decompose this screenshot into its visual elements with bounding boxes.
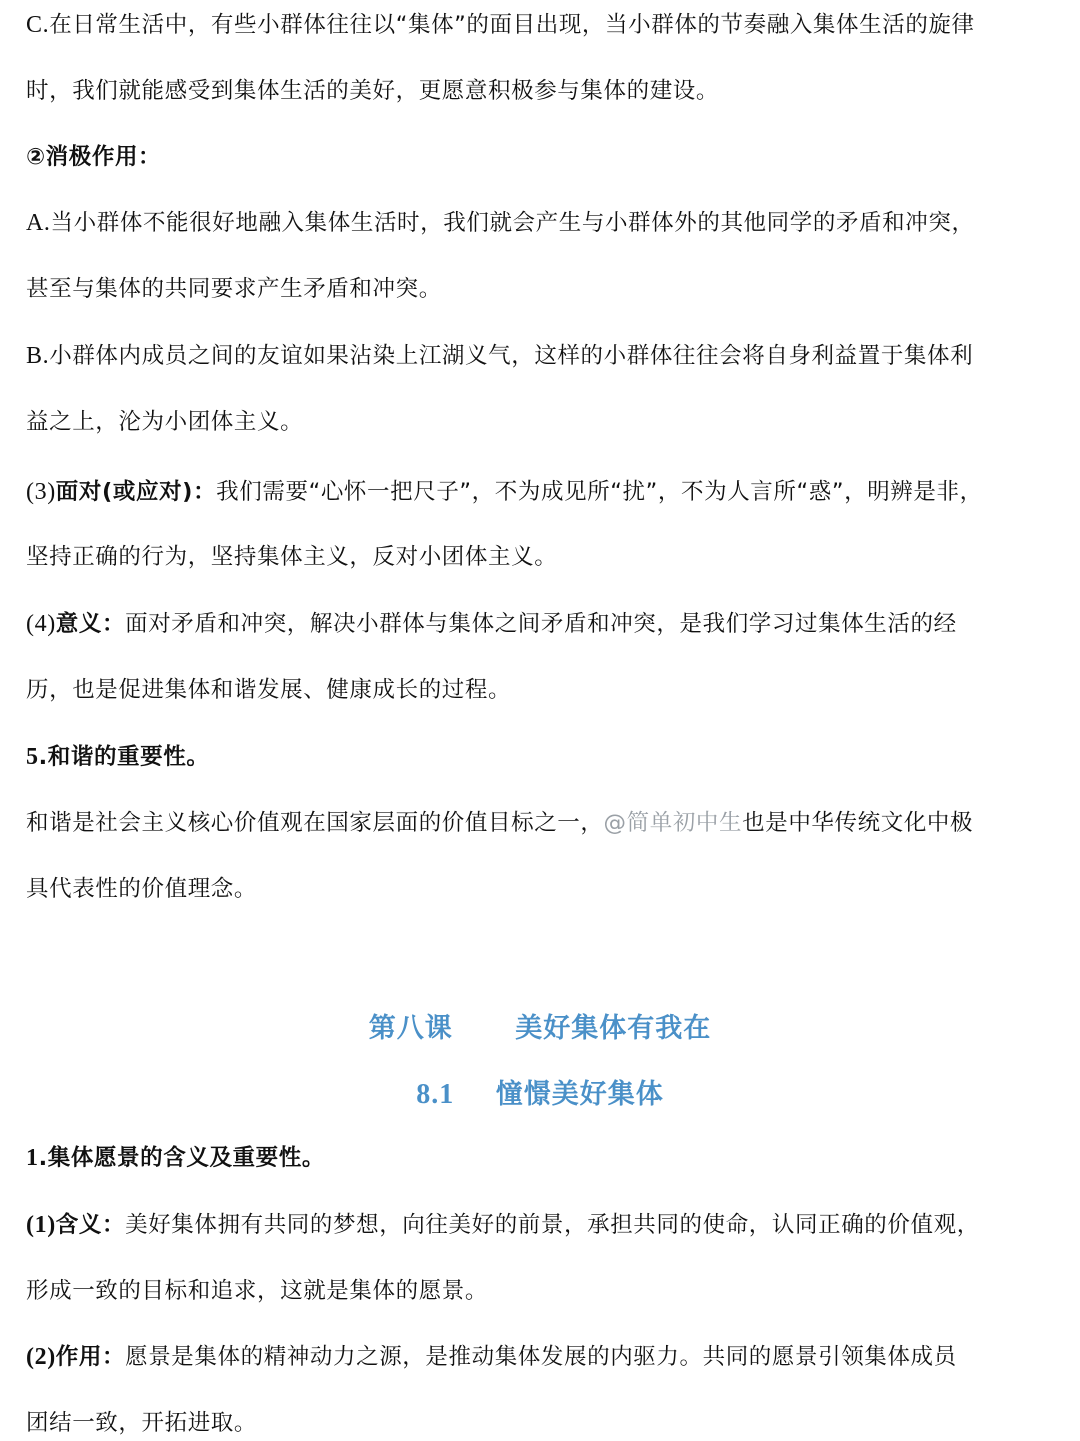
paragraph-3-line2 bbox=[26, 542, 1060, 572]
paragraph-text: 形成一致的目标和追求，这就是集体的愿景。 bbox=[26, 1278, 489, 1304]
section-title bbox=[0, 1072, 1080, 1111]
paragraph-b-line1 bbox=[26, 341, 1060, 371]
paragraph-text: 时，我们就能感受到集体生活的美好，更愿意积极参与集体的建设。 bbox=[26, 78, 720, 104]
vision-meaning-line1 bbox=[26, 1210, 1060, 1240]
paragraph-a-line1 bbox=[26, 208, 1060, 238]
paragraph-text: 甚至与集体的共同要求产生矛盾和冲突。 bbox=[26, 276, 442, 302]
paragraph-text: 团结一致，开拓进取。 bbox=[26, 1410, 258, 1436]
item-number-2: (2) bbox=[26, 1344, 56, 1370]
item-number-1b: (1) bbox=[26, 1212, 56, 1238]
item-prefix-a: A. bbox=[26, 210, 51, 236]
paragraph-c-line1 bbox=[26, 10, 1060, 40]
paragraph-text: 在日常生活中，有些小群体往往以“集体”的面目出现，当小群体的节奏融入集体生活的旋律 bbox=[49, 12, 975, 38]
item-label: 作用： bbox=[55, 1344, 126, 1370]
harmony-paragraph-line1 bbox=[26, 808, 1060, 838]
paragraph-text: 小群体内成员之间的友谊如果沾染上江湖义气，这样的小群体往往会将自身利益置于集体利 bbox=[49, 343, 974, 369]
paragraph-text: 具代表性的价值理念。 bbox=[26, 876, 258, 902]
heading-text: ②消极作用： bbox=[26, 144, 162, 170]
paragraph-text: 和谐是社会主义核心价值观在国家层面的价值目标之一， bbox=[26, 810, 604, 836]
heading-text: .和谐的重要性。 bbox=[38, 744, 210, 770]
item-label: 意义： bbox=[55, 611, 126, 637]
paragraph-text: 面对矛盾和冲突，解决小群体与集体之间矛盾和冲突，是我们学习过集体生活的经 bbox=[125, 611, 957, 637]
item-prefix-c: C. bbox=[26, 12, 50, 38]
paragraph-3-line1 bbox=[26, 477, 1060, 507]
paragraph-text: 我们需要“心怀一把尺子”，不为成见所“扰”，不为人言所“惑”，明辨是非， bbox=[216, 479, 983, 505]
harmony-importance-heading bbox=[26, 742, 1060, 772]
item-number-4: (4) bbox=[26, 611, 56, 637]
harmony-paragraph-line2 bbox=[26, 874, 1060, 904]
paragraph-4-line1 bbox=[26, 609, 1060, 639]
paragraph-b-line2 bbox=[26, 407, 1060, 437]
item-label: 面对(或应对)： bbox=[55, 479, 217, 505]
vision-role-line2 bbox=[26, 1408, 1060, 1438]
item-number-1: 1 bbox=[26, 1145, 39, 1171]
paragraph-text: 也是中华传统文化中极 bbox=[742, 810, 974, 836]
heading-text: .集体愿景的含义及重要性。 bbox=[38, 1145, 325, 1171]
paragraph-a-line2 bbox=[26, 274, 1060, 304]
paragraph-text: 愿景是集体的精神动力之源，是推动集体发展的内驱力。共同的愿景引领集体成员 bbox=[125, 1344, 957, 1370]
paragraph-text: 益之上，沦为小团体主义。 bbox=[26, 409, 304, 435]
paragraph-text: 历，也是促进集体和谐发展、健康成长的过程。 bbox=[26, 677, 512, 703]
vision-role-line1 bbox=[26, 1342, 1060, 1372]
item-label: 含义： bbox=[55, 1212, 126, 1238]
vision-heading bbox=[26, 1143, 1060, 1173]
paragraph-text: 当小群体不能很好地融入集体生活时，我们就会产生与小群体外的其他同学的矛盾和冲突， bbox=[50, 210, 975, 236]
lesson-title: 第八课 美好集体有我在 bbox=[368, 1013, 712, 1044]
paragraph-text: 坚持正确的行为，坚持集体主义，反对小团体主义。 bbox=[26, 544, 558, 570]
section-number: 8.1 bbox=[416, 1079, 455, 1110]
item-prefix-b: B. bbox=[26, 343, 50, 369]
inline-watermark: @简单初中生 bbox=[603, 810, 743, 836]
item-number-3: (3) bbox=[26, 479, 56, 505]
negative-effect-heading bbox=[26, 142, 1060, 172]
paragraph-c-line2 bbox=[26, 76, 1060, 106]
item-number-5: 5 bbox=[26, 744, 39, 770]
paragraph-text: 美好集体拥有共同的梦想，向往美好的前景，承担共同的使命，认同正确的价值观， bbox=[125, 1212, 980, 1238]
section-title-text: 憧憬美好集体 bbox=[495, 1079, 664, 1110]
vision-meaning-line2 bbox=[26, 1276, 1060, 1306]
paragraph-4-line2 bbox=[26, 675, 1060, 705]
